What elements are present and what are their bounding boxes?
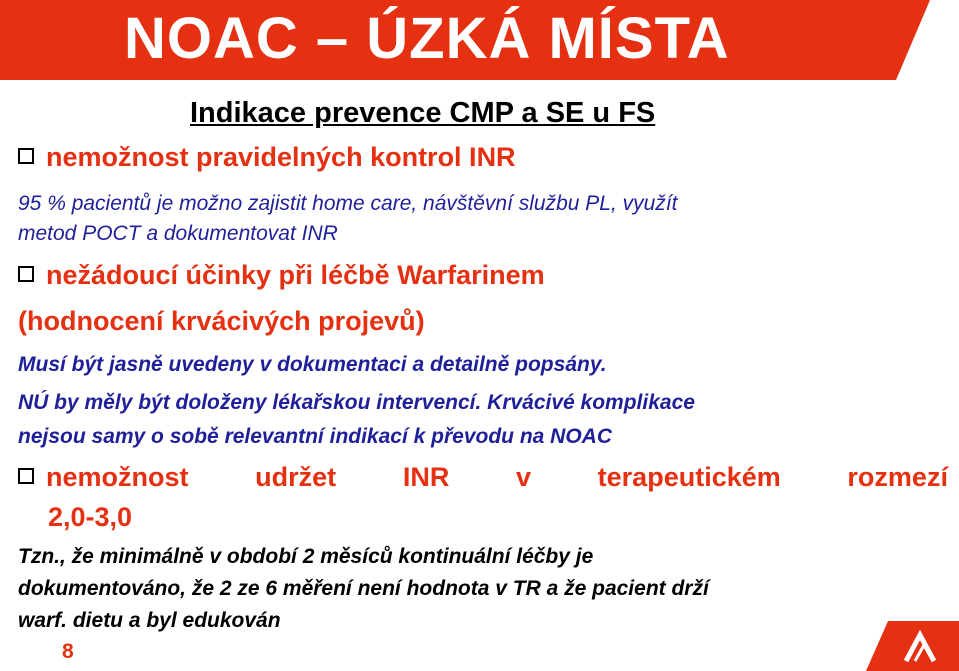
checkbox-icon bbox=[18, 266, 34, 282]
paragraph-line: nejsou samy o sobě relevantní indikací k převodu na NOAC bbox=[18, 425, 612, 448]
bullet-text: nežádoucí účinky při léčbě Warfarinem bbox=[46, 260, 545, 290]
bullet-word: v bbox=[515, 462, 532, 492]
page-title: NOAC – ÚZKÁ MÍSTA bbox=[124, 6, 730, 71]
paragraph-line: warf. dietu a byl edukován bbox=[18, 609, 281, 632]
bullet-word: rozmezí bbox=[847, 462, 948, 492]
bullet-word: terapeutickém bbox=[597, 462, 781, 492]
paragraph-line: 95 % pacientů je možno zajistit home care, návštěvní službu PL, využít bbox=[18, 192, 678, 215]
bullet-item-3-continuation: 2,0-3,0 bbox=[48, 502, 133, 532]
bullet-item-2-continuation: (hodnocení krvácivých projevů) bbox=[18, 306, 425, 336]
page-number: 8 bbox=[62, 640, 74, 663]
paragraph-line: NÚ by měly být doloženy lékařskou intervencí. Krvácivé komplikace bbox=[18, 391, 695, 414]
brand-logo-icon bbox=[866, 621, 959, 671]
paragraph-line: Tzn., že minimálně v období 2 měsíců kontinuální léčby je bbox=[18, 545, 594, 568]
bullet-item-1 bbox=[18, 142, 516, 173]
checkbox-icon bbox=[18, 148, 34, 164]
paragraph-line: metod POCT a dokumentovat INR bbox=[18, 222, 338, 245]
bullet-text: nemožnost pravidelných kontrol INR bbox=[46, 142, 516, 172]
bullet-word: udržet bbox=[255, 462, 337, 492]
bullet-word-first: nemožnost bbox=[18, 462, 189, 493]
bullet-item-3 bbox=[18, 462, 948, 493]
paragraph-line: dokumentováno, že 2 ze 6 měření není hodnota v TR a že pacient drží bbox=[18, 577, 709, 600]
bullet-item-2 bbox=[18, 260, 545, 291]
bullet-word: INR bbox=[402, 462, 450, 492]
title-banner bbox=[0, 0, 959, 80]
checkbox-icon bbox=[18, 468, 34, 484]
paragraph-line: Musí být jasně uvedeny v dokumentaci a detailně popsány. bbox=[18, 353, 607, 376]
section-subtitle: Indikace prevence CMP a SE u FS bbox=[190, 97, 656, 129]
